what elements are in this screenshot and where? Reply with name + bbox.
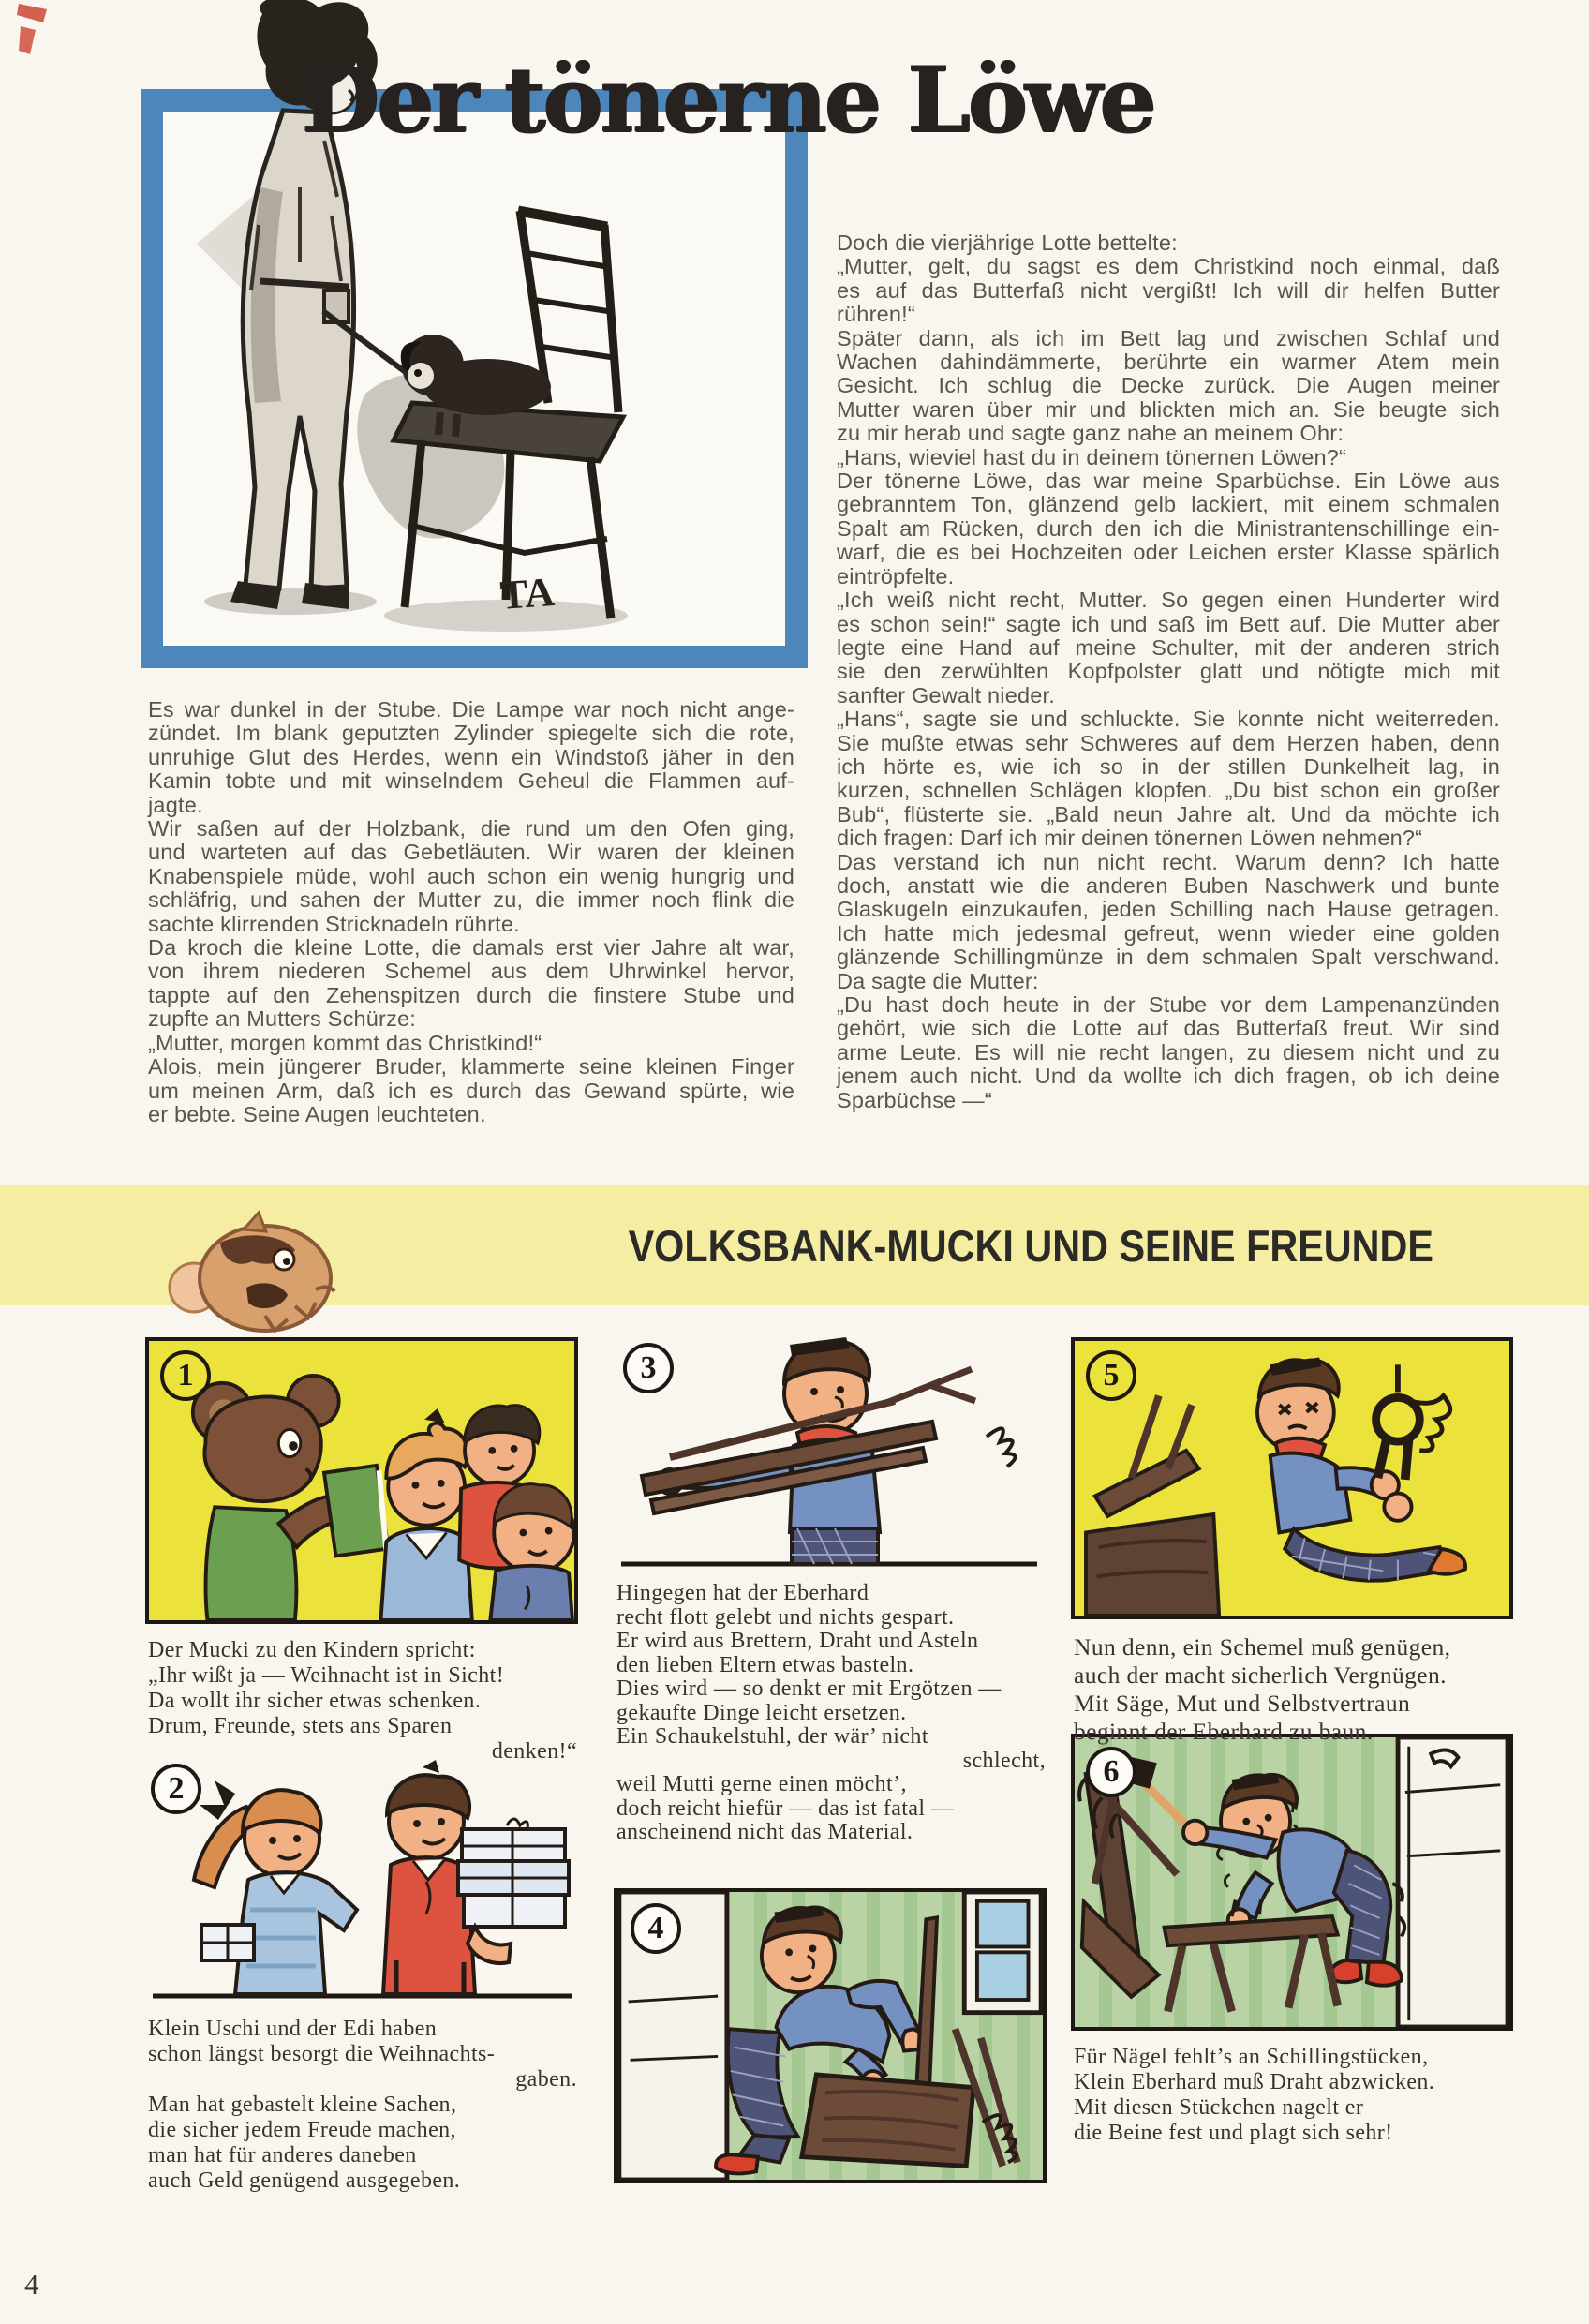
door	[1398, 1737, 1507, 2027]
story-line: tappte auf den Zehenspitzen durch die finstere Stube und	[148, 982, 794, 1007]
story-line: warf, die es bei Hochzeiten oder Leichen erster Klasse spärlich	[837, 540, 1500, 565]
story-line: sachte klirrenden Stricknadeln rührte.	[148, 911, 520, 936]
story-line: „Hans“, sagte sie und schluckte. Sie konnte nicht weiterreden.	[837, 707, 1500, 732]
panel-5-illustration	[1075, 1341, 1509, 1616]
story-line: dich fragen: Darf ich mir deinen tönernen Löwen nehmen?“	[837, 826, 1423, 851]
panel-2-number: 2	[151, 1764, 201, 1814]
comic-panel-4	[614, 1888, 1047, 2183]
story-line: eintröpfelte.	[837, 563, 955, 588]
story-line: zupfte an Mutters Schürze:	[148, 1006, 417, 1032]
story-line: Glaskugeln einzukaufen, jeden Schilling nach Hause getragen.	[837, 897, 1500, 922]
page-title: Der tönerne Löwe	[302, 47, 1154, 153]
panel-4-illustration	[617, 1892, 1043, 2180]
panel-6-number: 6	[1086, 1747, 1136, 1797]
story-line: es schon sein!“ sagte ich und saß im Bett auf. Die Mutter aber	[837, 611, 1500, 636]
story-line: Später dann, als ich im Bett lag und zwischen Schlaf und	[837, 325, 1500, 350]
caption-line: gaben.	[515, 2067, 577, 2092]
story-line: „Mutter, morgen kommt das Christkind!“	[148, 1030, 542, 1055]
caption-line: schon längst besorgt die Weihnachts-	[148, 2042, 496, 2066]
panel-3-illustration	[614, 1335, 1047, 1572]
panel-2-illustration	[145, 1760, 578, 2005]
story-line: Wir saßen auf der Holzbank, die rund um den Ofen ging,	[148, 816, 794, 842]
story-line: Knabenspiele müde, wohl auch schon ein wenig hungrig und	[148, 863, 794, 888]
story-line: Bub“, flüsterte sie. „Bald neun Jahre alt. Und da möchte ich	[837, 801, 1500, 827]
comic-panel-3	[614, 1335, 1047, 1572]
caption-line: Klein Uschi und der Edi haben	[148, 2017, 438, 2041]
children-group	[380, 1406, 573, 1620]
story-line: kurzen, schnellen Schlägen klopfen. „Du bist schon ein großer	[837, 778, 1500, 803]
story-line: es auf das Butterfaß nicht vergißt! Ich will dir helfen Butter	[837, 277, 1500, 303]
story-line: „Hans, wieviel hast du in deinem tönernen Löwen?“	[837, 444, 1347, 469]
story-line: Wachen dahindämmerte, berührte ein warmer Atem mein	[837, 350, 1500, 375]
story-line: „Mutter, gelt, du sagst es dem Christkind noch einmal, daß	[837, 254, 1500, 279]
wire-coil	[987, 1428, 1016, 1467]
caption-line: Hingegen hat der Eberhard	[616, 1581, 869, 1605]
story-line: Spalt am Rücken, durch den ich die Ministrantenschillinge ein-	[837, 515, 1500, 541]
comic-caption-6	[1074, 2045, 1512, 2146]
caption-line: Dies wird — so denkt er mit Ergötzen —	[616, 1676, 1002, 1701]
red-corner-marks	[11, 0, 77, 66]
comic-panel-1	[145, 1337, 578, 1624]
story-line: gehört, wie sich die Lotte auf das Butterfaß freut. Wir sind	[837, 1016, 1500, 1041]
caption-line: Mit Säge, Mut und Selbstvertraun	[1074, 1690, 1411, 1717]
caption-line: man hat für anderes daneben	[148, 2143, 417, 2168]
story-line: um meinen Arm, daß ich es durch das Gewand spürte, wie	[148, 1078, 794, 1103]
caption-line: Ein Schaukelstuhl, der wär’ nicht	[616, 1724, 928, 1749]
chair	[394, 211, 623, 618]
comic-caption-2	[148, 2017, 577, 2194]
caption-line: Er wird aus Brettern, Draht und Asteln	[616, 1629, 979, 1653]
caption-line: anscheinend nicht das Material.	[616, 1820, 913, 1844]
story-line: arme Leute. Es will nie recht langen, zu diesem nicht und zu	[837, 1039, 1500, 1065]
story-line: Es war dunkel in der Stube. Die Lampe war noch nicht ange-	[148, 697, 794, 722]
story-line: Kamin tobte und mit winselndem Geheul die Flammen auf-	[148, 768, 794, 794]
story-line: Mutter waren über mir und blickten mich an. Sie beugte sich	[837, 396, 1500, 422]
story-line: Das verstand ich nun nicht recht. Warum denn? Ich hatte	[837, 849, 1500, 874]
story-line: Doch die vierjährige Lotte bettelte:	[837, 231, 1178, 255]
story-line: „Ich weiß nicht recht, Mutter. So gegen einen Hunderter wird	[837, 588, 1500, 613]
banner-title-text: VOLKSBANK-MUCKI UND SEINE FREUNDE	[628, 1220, 1433, 1271]
story-line: Alois, mein jüngerer Bruder, klammerte seine kleinen Finger	[148, 1054, 794, 1080]
page-number: 4	[24, 2268, 39, 2301]
caption-line: Mit diesen Stückchen nagelt er	[1074, 2095, 1364, 2120]
story-line: zündet. Im blank geputzten Zylinder spiegelte sich die rote,	[148, 721, 794, 746]
comic-caption-5	[1074, 1633, 1512, 1746]
story-line: von ihrem niederen Schemel aus dem Uhrwinkel hervor,	[148, 959, 794, 984]
caption-line: schlecht,	[962, 1748, 1046, 1773]
caption-line: Nun denn, ein Schemel muß genügen,	[1074, 1633, 1451, 1661]
caption-line: weil Mutti gerne einen möcht’,	[616, 1772, 907, 1796]
caption-line: den lieben Eltern etwas basteln.	[616, 1652, 914, 1677]
comic-panel-2	[145, 1760, 578, 2005]
caption-line: auch Geld genügend ausgegeben.	[148, 2168, 461, 2193]
panel-1-illustration	[149, 1341, 574, 1620]
story-line: glänzende Schillingmünze in dem schmalen Spalt verschwand.	[837, 945, 1500, 970]
story-line: schläfrig, und sahen der Mutter zu, die immer noch flink die	[148, 887, 794, 913]
story-line: Da sagte die Mutter:	[837, 968, 1039, 993]
comic-caption-1	[148, 1638, 577, 1765]
caption-line: auch der macht sicherlich Vergnügen.	[1074, 1661, 1447, 1689]
caption-line: Man hat gebastelt kleine Sachen,	[148, 2093, 457, 2117]
savings-book	[324, 1466, 388, 1557]
caption-line: „Ihr wißt ja — Weihnacht ist in Sicht!	[148, 1663, 505, 1688]
caption-line: Drum, Freunde, stets ans Sparen	[148, 1714, 453, 1738]
caption-line: Da wollt ihr sicher etwas schenken.	[148, 1689, 482, 1713]
mucki-mascot-icon	[155, 1205, 347, 1346]
caption-line: die Beine fest und plagt sich sehr!	[1074, 2121, 1393, 2145]
panel-3-number: 3	[623, 1343, 674, 1393]
panel-6-illustration	[1075, 1737, 1509, 2027]
uschi-character	[194, 1780, 357, 1994]
illustrator-signature: TA	[498, 569, 557, 618]
sweat-drops	[1218, 1847, 1230, 1887]
window	[964, 1892, 1041, 2013]
story-line: Ich hatte mich jedesmal gefreut, wenn wieder eine golden	[837, 920, 1500, 946]
story-line: Da kroch die kleine Lotte, die damals erst vier Jahre alt war,	[148, 935, 794, 961]
caption-line: denken!“	[491, 1739, 577, 1764]
story-right-column	[837, 231, 1500, 1112]
story-left-column	[148, 698, 794, 1126]
story-line: Sie mußte etwas sehr Schweres auf dem Herzen haben, denn	[837, 730, 1500, 755]
mucki-character	[193, 1376, 339, 1620]
gift-boxes	[458, 1819, 569, 1963]
story-line: Der tönerne Löwe, das war meine Sparbüchse. Ein Löwe aus	[837, 469, 1500, 494]
caption-line: Der Mucki zu den Kindern spricht:	[148, 1638, 476, 1662]
story-line: rühren!“	[837, 302, 915, 327]
edi-character	[383, 1760, 569, 1994]
story-line: Sparbüchse —“	[837, 1087, 992, 1112]
wood-boards	[1086, 1395, 1219, 1616]
story-line: jenem auch nicht. Und da wollte ich dich fragen, ob ich deine	[837, 1064, 1500, 1089]
caption-line: Für Nägel fehlt’s an Schillingstücken,	[1074, 2045, 1429, 2069]
story-line: ich hörte es, wie ich so in der stillen Dunkelheit lag, in	[837, 753, 1500, 779]
panel-4-number: 4	[631, 1903, 681, 1954]
banner-title	[525, 1185, 1537, 1305]
comic-panel-6	[1071, 1734, 1513, 2031]
caption-line: beginnt der Eberhard zu baun.	[1074, 1718, 1374, 1745]
story-line: sanfter Gewalt nieder.	[837, 682, 1055, 708]
comic-caption-3	[616, 1582, 1046, 1845]
eberhard-character	[1257, 1358, 1465, 1581]
story-line: zu mir herab und sagte ganz nahe an meinem Ohr:	[837, 421, 1344, 446]
comic-panel-5	[1071, 1337, 1513, 1619]
story-line: Gesicht. Ich schlug die Decke zurück. Die Augen meiner	[837, 373, 1500, 398]
wire-cutter	[1376, 1364, 1450, 1480]
caption-line: gekaufte Dinge leicht ersetzen.	[616, 1700, 907, 1725]
panel-5-number: 5	[1086, 1350, 1136, 1401]
story-line: und warteten auf das Gebetläuten. Wir waren der kleinen	[148, 840, 794, 865]
panel-1-number: 1	[160, 1350, 211, 1401]
story-line: gebranntem Ton, glänzend gelb lackiert, mit einem schmalen	[837, 492, 1500, 517]
caption-line: recht flott gelebt und nichts gespart.	[616, 1604, 955, 1630]
caption-line: doch reicht hiefür — das ist fatal —	[616, 1795, 955, 1821]
caption-line: Klein Eberhard muß Draht abzwicken.	[1074, 2070, 1435, 2094]
story-line: sie den zerwühlten Kopfpolster glatt und nötigte mich mit	[837, 659, 1500, 684]
story-line: unruhige Glut des Herdes, wenn ein Windstoß jäher in den	[148, 744, 794, 769]
story-line: doch, anstatt wie die anderen Buben Naschwerk und bunte	[837, 872, 1500, 898]
story-line: er bebte. Seine Augen leuchteten.	[148, 1101, 486, 1126]
story-line: jagte.	[148, 792, 203, 817]
story-line: „Du hast doch heute in der Stube vor dem Lampenanzünden	[837, 992, 1500, 1017]
caption-line: die sicher jedem Freude machen,	[148, 2118, 456, 2142]
story-line: legte eine Hand auf meine Schulter, mit der anderen strich	[837, 634, 1500, 660]
